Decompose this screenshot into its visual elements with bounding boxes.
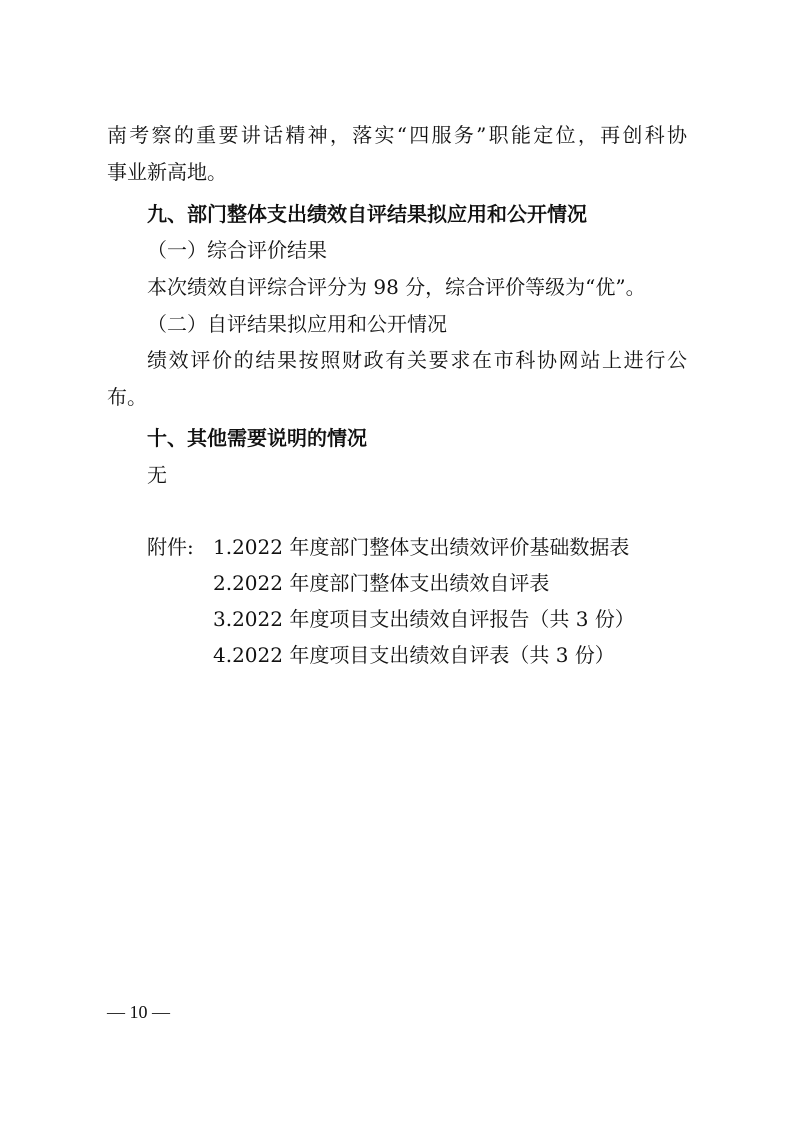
none-text: 无	[147, 463, 167, 487]
subsection-heading-2: （二）自评结果拟应用和公开情况	[147, 312, 447, 336]
attachment-item: 2.2022 年度部门整体支出绩效自评表	[213, 571, 550, 595]
page-number: — 10 —	[107, 1002, 170, 1022]
attachments-label: 附件:	[147, 535, 194, 559]
publication-paragraph-line-1: 绩效评价的结果按照财政有关要求在市科协网站上进行公	[147, 348, 687, 372]
section-heading-10: 十、其他需要说明的情况	[147, 426, 367, 450]
paragraph-continuation-line-2: 事业新高地。	[107, 160, 227, 184]
subsection-heading-1: （一）综合评价结果	[147, 238, 327, 262]
score-paragraph: 本次绩效自评综合评分为 98 分，综合评价等级为“优”。	[147, 275, 646, 299]
attachment-item: 3.2022 年度项目支出绩效自评报告（共 3 份）	[213, 607, 635, 631]
section-heading-9: 九、部门整体支出绩效自评结果拟应用和公开情况	[147, 202, 587, 226]
attachment-item: 4.2022 年度项目支出绩效自评表（共 3 份）	[213, 643, 615, 667]
publication-paragraph-line-2: 布。	[107, 385, 147, 409]
attachment-item: 1.2022 年度部门整体支出绩效评价基础数据表	[213, 535, 630, 559]
paragraph-continuation-line-1: 南考察的重要讲话精神，落实“四服务”职能定位，再创科协	[107, 123, 687, 147]
